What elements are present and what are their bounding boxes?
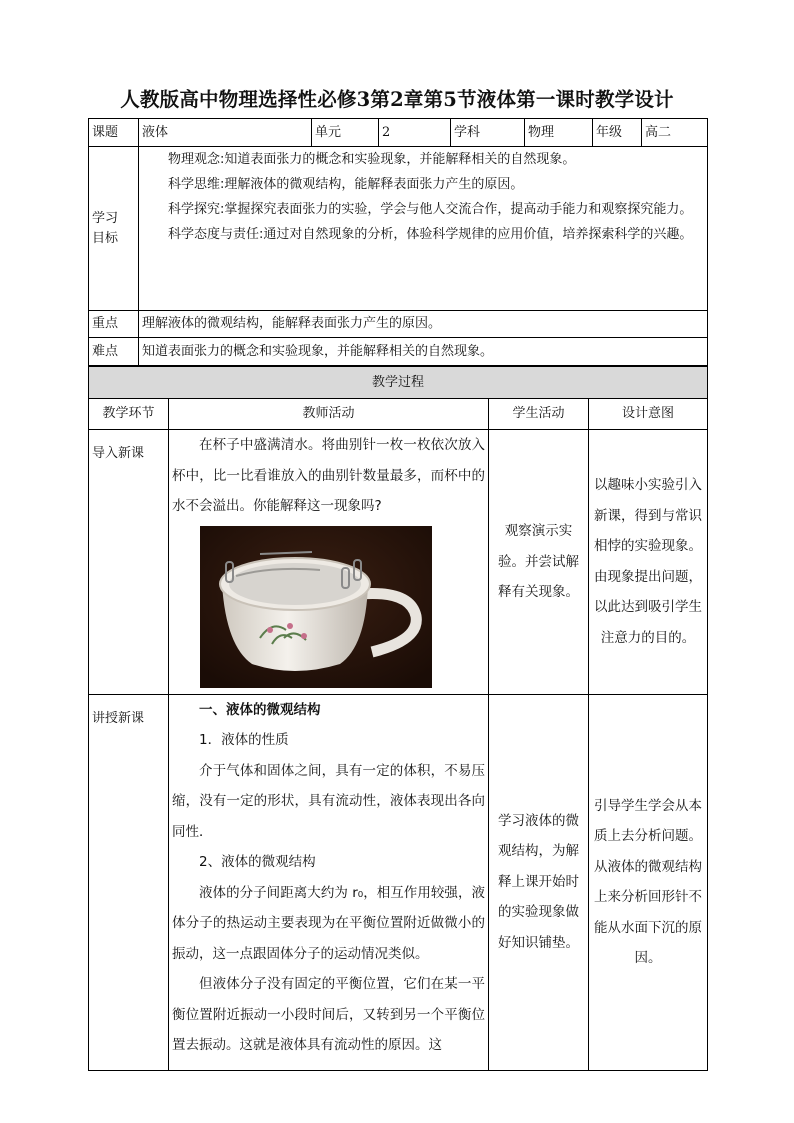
difficulty-text: 知道表面张力的概念和实验现象，并能解释相关的自然现象。	[139, 338, 708, 366]
intro-design: 以趣味小实验引入新课，得到与常识相悖的实验现象。由现象提出问题，以此达到吸引学生注意力的目的。	[589, 430, 708, 695]
page-title: 人教版高中物理选择性必修3第2章第5节液体第一课时教学设计	[120, 88, 674, 111]
lecture-stage: 讲授新课	[89, 694, 169, 1070]
col-teacher: 教师活动	[169, 399, 489, 430]
lecture-design: 引导学生学会从本质上去分析问题。从液体的微观结构上来分析回形针不能从水面下沉的原因。	[589, 694, 708, 1070]
difficulty-label: 难点	[89, 338, 139, 366]
subject-label: 学科	[451, 119, 525, 147]
subheading: 2、液体的微观结构	[199, 854, 316, 870]
col-design: 设计意图	[589, 399, 708, 430]
process-heading: 教学过程	[89, 367, 708, 399]
objectives-label-line2: 目标	[92, 230, 119, 246]
unit-label: 单元	[312, 119, 379, 147]
intro-stage: 导入新课	[89, 430, 169, 695]
objectives-content	[139, 147, 708, 311]
key-point-label: 重点	[89, 311, 139, 338]
topic-label: 课题	[89, 119, 139, 147]
grade-label: 年级	[593, 119, 642, 147]
objective-item: 科学态度与责任:通过对自然现象的分析，体验科学规律的应用价值，培养探索科学的兴趣。	[168, 227, 693, 242]
section-title: 一、液体的微观结构	[199, 701, 321, 718]
paragraph: 液体的分子间距离大约为 r₀，相互作用较强，液体分子的热运动主要表现为在平衡位置附近做微小的振动，这一点跟固体分子的运动情况类似。	[172, 884, 485, 962]
col-student: 学生活动	[489, 399, 589, 430]
info-table	[88, 118, 708, 366]
col-stage: 教学环节	[89, 399, 169, 430]
paragraph: 但液体分子没有固定的平衡位置，它们在某一平衡位置附近振动一小段时间后，又转到另一个平衡位置去振动。这就是液体具有流动性的原因。这	[172, 976, 485, 1053]
paragraph: 介于气体和固体之间，具有一定的体积，不易压缩，没有一定的形状，具有流动性，液体表现出各向同性．	[172, 762, 485, 840]
key-point-text: 理解液体的微观结构，能解释表面张力产生的原因。	[139, 311, 708, 338]
intro-teacher	[169, 430, 489, 695]
subject-value: 物理	[525, 119, 593, 147]
objectives-label	[89, 147, 139, 311]
process-table	[88, 366, 708, 1071]
grade-value: 高二	[642, 119, 708, 147]
unit-value: 2	[379, 119, 451, 147]
lecture-teacher	[169, 694, 489, 1070]
objective-item: 科学探究:掌握探究表面张力的实验，学会与他人交流合作，提高动手能力和观察探究能力。	[168, 202, 693, 217]
objective-item: 物理观念:知道表面张力的概念和实验现象，并能解释相关的自然现象。	[168, 152, 576, 167]
lecture-student: 学习液体的微观结构，为解释上课开始时的实验现象做好知识铺垫。	[489, 694, 589, 1070]
subheading: 1．液体的性质	[199, 732, 289, 748]
topic-value: 液体	[139, 119, 312, 147]
intro-teacher-text: 在杯子中盛满清水。将曲别针一枚一枚依次放入杯中，比一比看谁放入的曲别针数量最多，而杯中的水不会溢出。你能解释这一现象吗?	[172, 437, 485, 514]
cup-with-paperclips-photo	[200, 526, 432, 688]
intro-student: 观察演示实验。并尝试解释有关现象。	[489, 430, 589, 695]
objectives-label-line1: 学习	[92, 210, 119, 226]
objective-item: 科学思维:理解液体的微观结构，能解释表面张力产生的原因。	[168, 177, 524, 192]
